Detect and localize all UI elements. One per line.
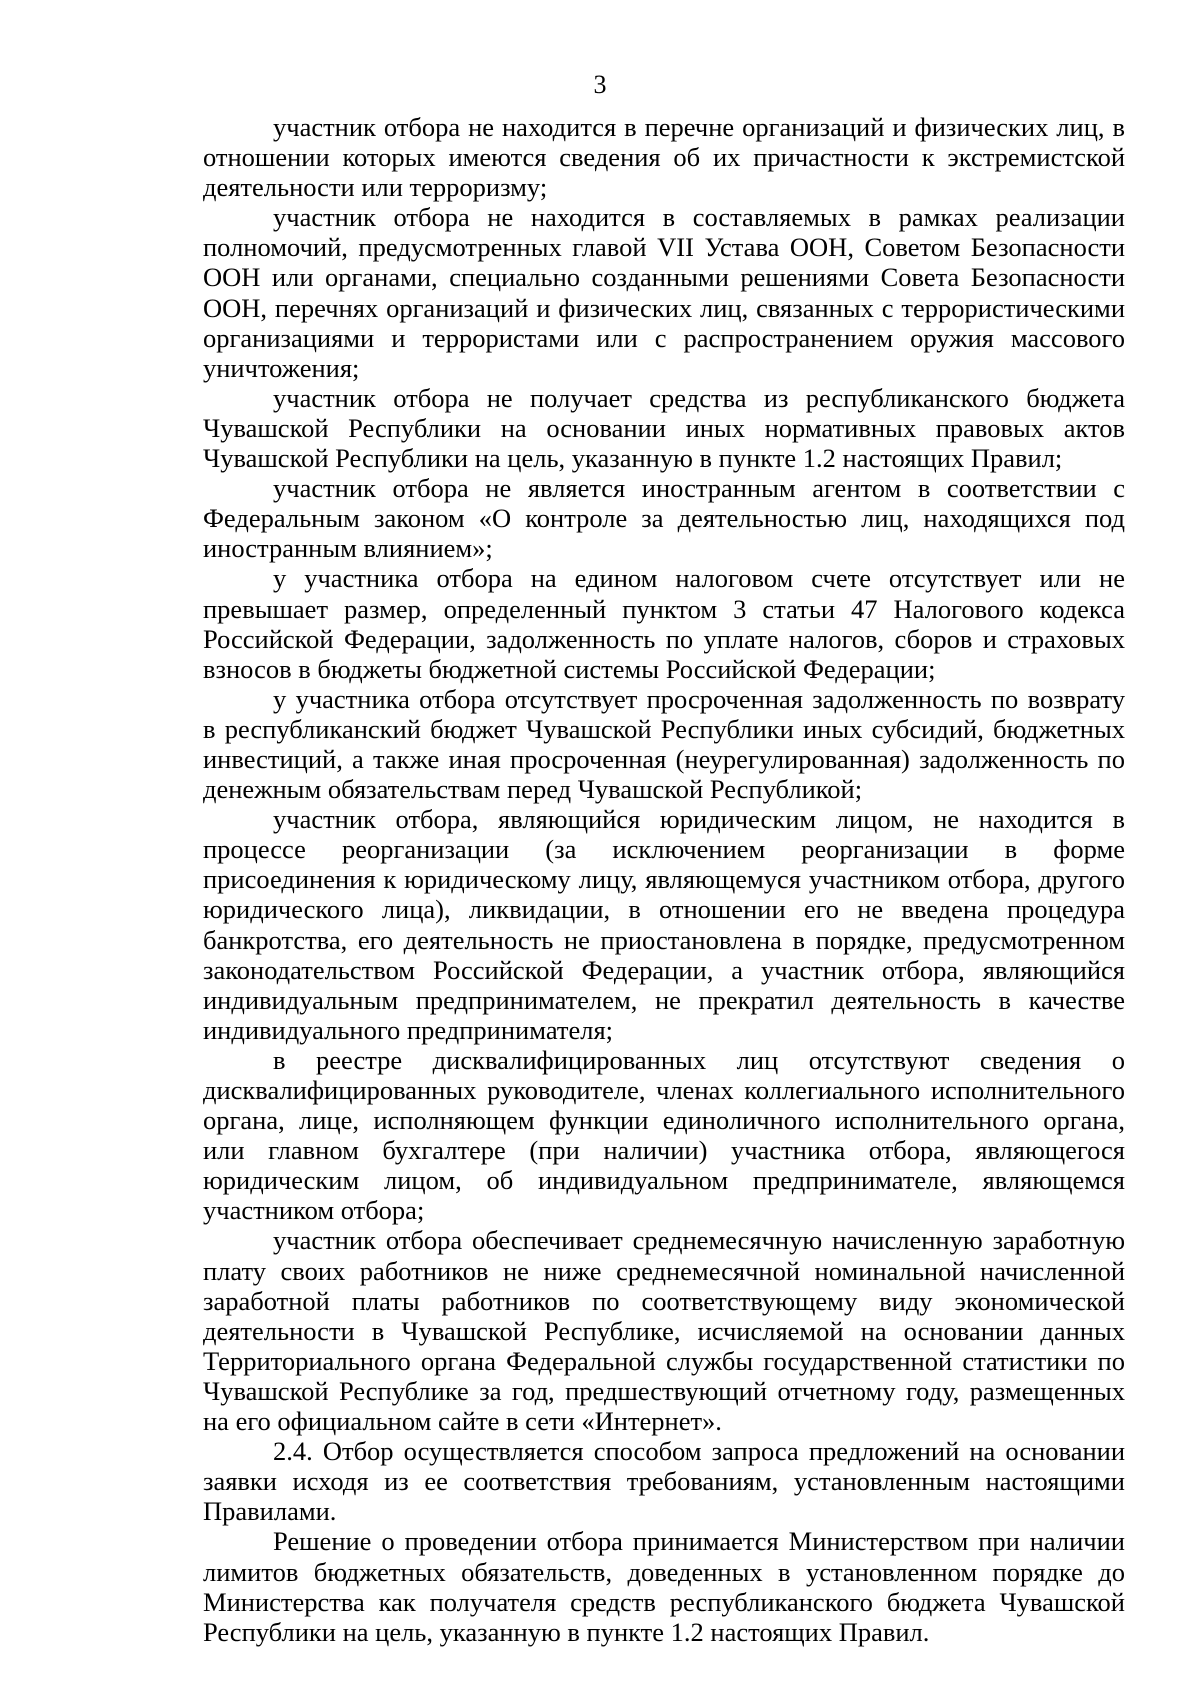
paragraph-selection-decision: Решение о проведении отбора принимается Министерством при наличии лимитов бюджетных обязательств, доведенных в установленном порядке до Министерства как получателя средств республиканского бюджета Чувашской Республики на цель, указанную в пункте 1.2 настоящих Правил. (203, 1526, 1125, 1647)
paragraph-disqualified-persons: в реестре дисквалифицированных лиц отсутствуют сведения о дисквалифицированных руководителе, членах коллегиального исполнительного органа, лице, исполняющем функции единоличного исполнительного органа, или главном бухгалтере (при наличии) участника отбора, являющегося юридическим лицом, об индивидуальном предпринимателе, являющемся участником отбора; (203, 1044, 1125, 1226)
paragraph-section-2-4: 2.4. Отбор осуществляется способом запроса предложений на основании заявки исходя из ее соответствия требованиям, установленным настоящими Правилами. (203, 1436, 1125, 1527)
document-body (203, 112, 1125, 1647)
paragraph-reorganization: участник отбора, являющийся юридическим лицом, не находится в процессе реорганизации (за исключением реорганизации в форме присоединения к юридическому лицу, являющемуся участником отбора, другого юридического лица), ликвидации, в отношении его не введена процедура банкротства, его деятельность не приостановлена в порядке, предусмотренном законодательством Российской Федерации, а участник отбора, являющийся индивидуальным предпринимателем, не прекратил деятельность в качестве индивидуального предпринимателя; (203, 804, 1125, 1045)
paragraph-foreign-agent: участник отбора не является иностранным агентом в соответствии с Федеральным законом «О контроле за деятельностью лиц, находящихся под иностранным влиянием»; (203, 473, 1125, 564)
paragraph-un-sanctions-list: участник отбора не находится в составляемых в рамках реализации полномочий, предусмотренных главой VII Устава ООН, Советом Безопасности ООН или органами, специально созданными решениями Совета Безопасности ООН, перечнях организаций и физических лиц, связанных с террористическими организациями и террористами или с распространением оружия массового уничтожения; (203, 202, 1125, 383)
page-number: 3 (593, 70, 607, 99)
paragraph-no-other-funding: участник отбора не получает средства из республиканского бюджета Чувашской Республики на основании иных нормативных правовых актов Чувашской Республики на цель, указанную в пункте 1.2 настоящих Правил; (203, 382, 1125, 474)
paragraph-tax-debt: у участника отбора на едином налоговом счете отсутствует или не превышает размер, определенный пунктом 3 статьи 47 Налогового кодекса Российской Федерации, задолженность по уплате налогов, сборов и страховых взносов в бюджеты бюджетной системы Российской Федерации; (203, 563, 1125, 684)
paragraph-overdue-debt: у участника отбора отсутствует просроченная задолженность по возврату в республиканский бюджет Чувашской Республики иных субсидий, бюджетных инвестиций, а также иная просроченная (неурегулированная) задолженность по денежным обязательствам перед Чувашской Республикой; (203, 683, 1125, 805)
paragraph-extremism-list: участник отбора не находится в перечне организаций и физических лиц, в отношении которых имеются сведения об их причастности к экстремистской деятельности или терроризму; (203, 112, 1125, 203)
paragraph-average-salary: участник отбора обеспечивает среднемесячную начисленную заработную плату своих работников не ниже среднемесячной номинальной начисленной заработной платы работников по соответствующему виду экономической деятельности в Чувашской Республике, исчисляемой на основании данных Территориального органа Федеральной службы государственной статистики по Чувашской Республике за год, предшествующий отчетному году, размещенных на его официальном сайте в сети «Интернет». (203, 1225, 1125, 1437)
